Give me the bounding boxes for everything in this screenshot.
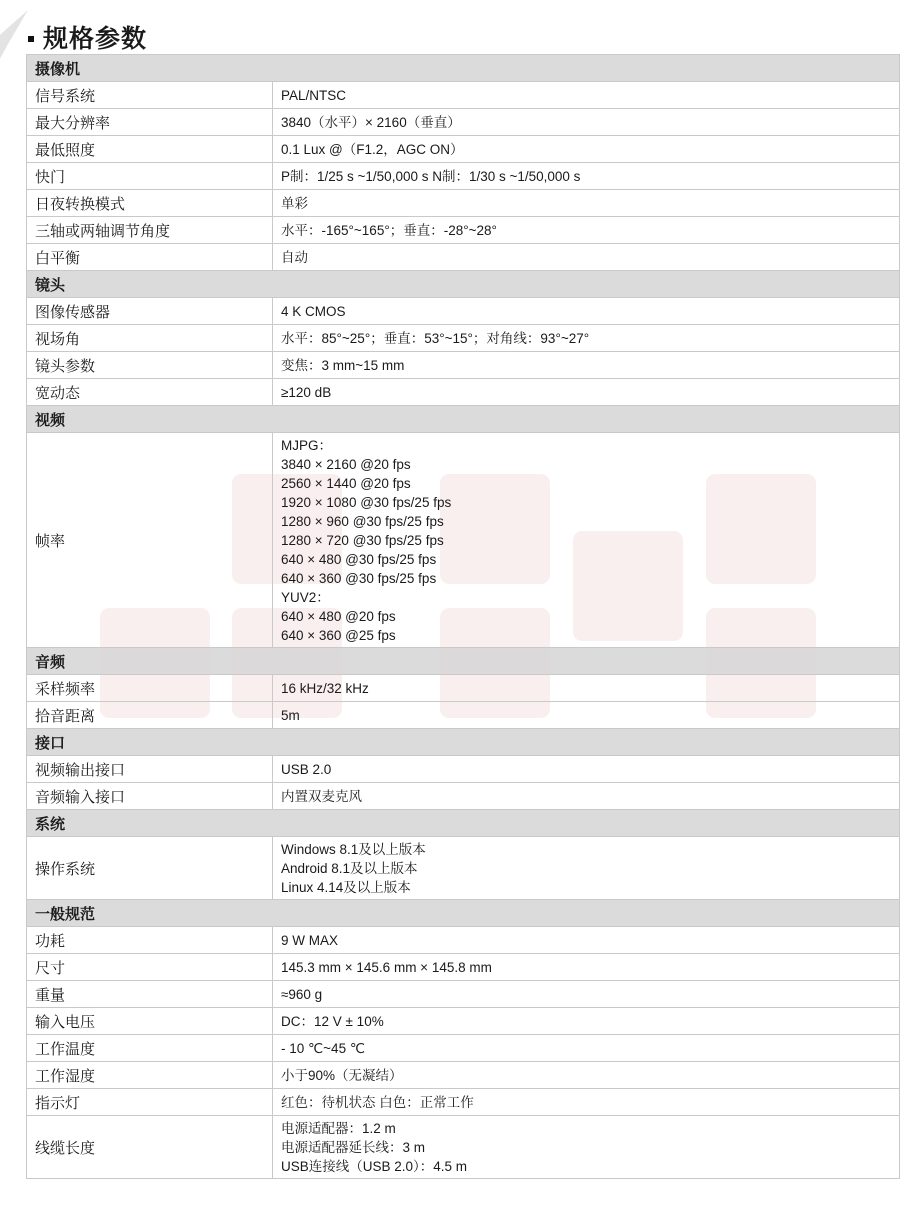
spec-value bbox=[273, 783, 900, 810]
spec-row bbox=[27, 927, 900, 954]
spec-value bbox=[273, 325, 900, 352]
spec-value-line: ≈960 g bbox=[281, 986, 323, 1002]
spec-value-line: PAL/NTSC bbox=[281, 87, 347, 103]
spec-value bbox=[273, 1089, 900, 1116]
spec-value bbox=[273, 1116, 900, 1179]
spec-label: 线缆长度 bbox=[27, 1116, 273, 1179]
spec-value-line: 内置双麦克风 bbox=[281, 788, 362, 804]
spec-value bbox=[273, 1062, 900, 1089]
spec-row bbox=[27, 1008, 900, 1035]
spec-value-line: 红色：待机状态 白色：正常工作 bbox=[281, 1094, 474, 1110]
spec-value-line: Windows 8.1及以上版本 bbox=[281, 842, 426, 857]
spec-row bbox=[27, 433, 900, 648]
spec-value-line: 5m bbox=[281, 707, 300, 723]
section-header-row bbox=[27, 406, 900, 433]
section-header: 音频 bbox=[27, 648, 900, 675]
spec-label: 功耗 bbox=[27, 927, 273, 954]
spec-value-line: 电源适配器：1.2 m bbox=[281, 1121, 396, 1136]
corner-decoration-icon bbox=[0, 10, 28, 70]
spec-label: 图像传感器 bbox=[27, 298, 273, 325]
spec-label: 最低照度 bbox=[27, 136, 273, 163]
spec-row bbox=[27, 379, 900, 406]
spec-value-line: 变焦：3 mm~15 mm bbox=[281, 357, 405, 373]
spec-value-line: Android 8.1及以上版本 bbox=[281, 861, 418, 876]
page-title bbox=[28, 20, 147, 54]
spec-row bbox=[27, 82, 900, 109]
spec-row bbox=[27, 1062, 900, 1089]
spec-row bbox=[27, 352, 900, 379]
section-header: 摄像机 bbox=[27, 55, 900, 82]
section-header-row bbox=[27, 648, 900, 675]
spec-value-line: YUV2： bbox=[281, 590, 330, 605]
spec-value bbox=[273, 756, 900, 783]
spec-value-line: 自动 bbox=[281, 249, 308, 265]
spec-value-line: 小于90%（无凝结） bbox=[281, 1067, 403, 1083]
spec-value-line: 640 × 360 @25 fps bbox=[281, 628, 396, 643]
section-header: 接口 bbox=[27, 729, 900, 756]
spec-value bbox=[273, 1035, 900, 1062]
spec-value bbox=[273, 954, 900, 981]
spec-value bbox=[273, 981, 900, 1008]
spec-value bbox=[273, 163, 900, 190]
section-header: 镜头 bbox=[27, 271, 900, 298]
spec-row bbox=[27, 109, 900, 136]
spec-value bbox=[273, 837, 900, 900]
spec-row bbox=[27, 190, 900, 217]
spec-value bbox=[273, 433, 900, 648]
spec-value-line: Linux 4.14及以上版本 bbox=[281, 880, 411, 895]
spec-value-line: 3840 × 2160 @20 fps bbox=[281, 457, 411, 472]
spec-label: 操作系统 bbox=[27, 837, 273, 900]
spec-row bbox=[27, 954, 900, 981]
spec-label: 日夜转换模式 bbox=[27, 190, 273, 217]
spec-row bbox=[27, 1089, 900, 1116]
spec-label: 音频输入接口 bbox=[27, 783, 273, 810]
page-title-text: 规格参数 bbox=[43, 24, 148, 53]
spec-label: 快门 bbox=[27, 163, 273, 190]
spec-value bbox=[273, 109, 900, 136]
spec-label: 采样频率 bbox=[27, 675, 273, 702]
spec-value-line: - 10 ℃~45 ℃ bbox=[281, 1040, 365, 1056]
spec-value-line: 145.3 mm × 145.6 mm × 145.8 mm bbox=[281, 959, 492, 975]
spec-row bbox=[27, 217, 900, 244]
spec-label: 重量 bbox=[27, 981, 273, 1008]
spec-label: 帧率 bbox=[27, 433, 273, 648]
spec-value-line: 0.1 Lux @（F1.2，AGC ON） bbox=[281, 141, 464, 157]
section-header-row bbox=[27, 729, 900, 756]
spec-value bbox=[273, 136, 900, 163]
spec-table-body bbox=[27, 55, 900, 1179]
section-header-row bbox=[27, 271, 900, 298]
spec-row bbox=[27, 981, 900, 1008]
spec-label: 输入电压 bbox=[27, 1008, 273, 1035]
spec-value bbox=[273, 1008, 900, 1035]
spec-row bbox=[27, 783, 900, 810]
spec-value bbox=[273, 352, 900, 379]
spec-row bbox=[27, 675, 900, 702]
spec-row bbox=[27, 163, 900, 190]
spec-value bbox=[273, 379, 900, 406]
spec-value bbox=[273, 675, 900, 702]
spec-value-line: 1920 × 1080 @30 fps/25 fps bbox=[281, 495, 452, 510]
spec-row bbox=[27, 244, 900, 271]
spec-row bbox=[27, 136, 900, 163]
spec-value-line: 4 K CMOS bbox=[281, 303, 346, 319]
spec-value-line: 16 kHz/32 kHz bbox=[281, 680, 369, 696]
section-header-row bbox=[27, 810, 900, 837]
spec-label: 工作温度 bbox=[27, 1035, 273, 1062]
spec-label: 白平衡 bbox=[27, 244, 273, 271]
spec-row bbox=[27, 756, 900, 783]
spec-value-line: 1280 × 720 @30 fps/25 fps bbox=[281, 533, 444, 548]
spec-value-line: 水平：85°~25°；垂直：53°~15°；对角线：93°~27° bbox=[281, 330, 590, 346]
title-bullet-icon bbox=[28, 36, 34, 42]
spec-value bbox=[273, 702, 900, 729]
spec-row bbox=[27, 702, 900, 729]
spec-value-line: 电源适配器延长线：3 m bbox=[281, 1140, 426, 1155]
spec-row bbox=[27, 1116, 900, 1179]
spec-value-line: 3840（水平）× 2160（垂直） bbox=[281, 114, 461, 130]
spec-row bbox=[27, 325, 900, 352]
spec-label: 信号系统 bbox=[27, 82, 273, 109]
spec-row bbox=[27, 837, 900, 900]
spec-value bbox=[273, 217, 900, 244]
section-header-row bbox=[27, 55, 900, 82]
spec-value-line: 9 W MAX bbox=[281, 932, 339, 948]
spec-label: 工作湿度 bbox=[27, 1062, 273, 1089]
section-header: 视频 bbox=[27, 406, 900, 433]
spec-label: 尺寸 bbox=[27, 954, 273, 981]
spec-value-line: 单彩 bbox=[281, 195, 308, 211]
spec-value bbox=[273, 927, 900, 954]
spec-label: 拾音距离 bbox=[27, 702, 273, 729]
spec-value bbox=[273, 244, 900, 271]
spec-value-line: 640 × 480 @30 fps/25 fps bbox=[281, 552, 437, 567]
spec-label: 三轴或两轴调节角度 bbox=[27, 217, 273, 244]
spec-value-line: 水平：-165°~165°；垂直：-28°~28° bbox=[281, 222, 497, 238]
spec-label: 视场角 bbox=[27, 325, 273, 352]
spec-table bbox=[26, 54, 900, 1179]
section-header: 一般规范 bbox=[27, 900, 900, 927]
spec-value-line: 640 × 360 @30 fps/25 fps bbox=[281, 571, 437, 586]
spec-label: 宽动态 bbox=[27, 379, 273, 406]
spec-value-line: P制：1/25 s ~1/50,000 s N制：1/30 s ~1/50,000 s bbox=[281, 168, 581, 184]
spec-row bbox=[27, 298, 900, 325]
spec-value bbox=[273, 298, 900, 325]
spec-value-line: 1280 × 960 @30 fps/25 fps bbox=[281, 514, 444, 529]
spec-label: 视频输出接口 bbox=[27, 756, 273, 783]
section-header-row bbox=[27, 900, 900, 927]
spec-label: 指示灯 bbox=[27, 1089, 273, 1116]
spec-row bbox=[27, 1035, 900, 1062]
spec-value bbox=[273, 190, 900, 217]
spec-value-line: 640 × 480 @20 fps bbox=[281, 609, 396, 624]
spec-value bbox=[273, 82, 900, 109]
spec-label: 最大分辨率 bbox=[27, 109, 273, 136]
spec-value-line: USB连接线（USB 2.0）：4.5 m bbox=[281, 1159, 468, 1174]
spec-value-line: MJPG： bbox=[281, 438, 333, 453]
section-header: 系统 bbox=[27, 810, 900, 837]
spec-value-line: ≥120 dB bbox=[281, 384, 332, 400]
spec-value-line: 2560 × 1440 @20 fps bbox=[281, 476, 411, 491]
spec-value-line: USB 2.0 bbox=[281, 761, 332, 777]
spec-label: 镜头参数 bbox=[27, 352, 273, 379]
spec-value-line: DC：12 V ± 10% bbox=[281, 1013, 384, 1029]
